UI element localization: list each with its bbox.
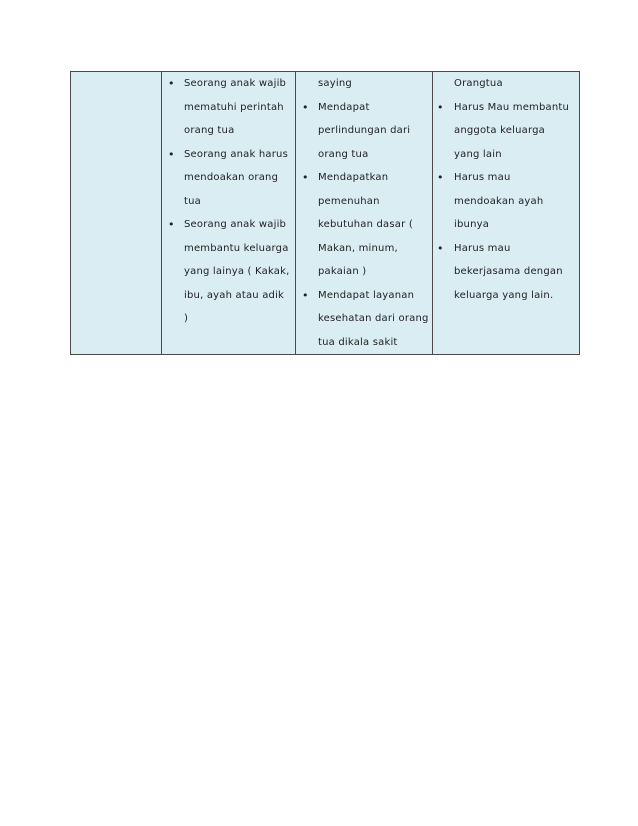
table-cell-rights bbox=[296, 72, 433, 355]
list-item-text: anggota keluarga bbox=[454, 125, 545, 136]
list-item bbox=[162, 190, 295, 214]
list-item-text: yang lain bbox=[454, 148, 502, 160]
list-item bbox=[433, 237, 579, 261]
list-item bbox=[296, 166, 432, 190]
cell-lines bbox=[296, 72, 432, 354]
list-item bbox=[433, 260, 579, 284]
list-item bbox=[296, 260, 432, 284]
list-item bbox=[296, 72, 432, 96]
bullet-icon: • bbox=[437, 100, 444, 114]
bullet-icon: • bbox=[437, 241, 444, 255]
list-item bbox=[162, 119, 295, 143]
list-item bbox=[162, 72, 295, 96]
list-item-text: Mendapat layanan bbox=[318, 289, 415, 301]
list-item bbox=[296, 237, 432, 261]
table-cell-empty bbox=[71, 72, 162, 355]
list-item bbox=[296, 307, 432, 331]
bullet-icon: • bbox=[437, 171, 444, 184]
list-item-text: mendoakan orang bbox=[184, 172, 279, 183]
bullet-icon: • bbox=[302, 100, 309, 114]
list-item bbox=[296, 119, 432, 143]
list-item bbox=[296, 284, 432, 308]
list-item-text: Seorang anak wajib bbox=[184, 219, 287, 230]
list-item-text: Harus mau bbox=[454, 242, 511, 254]
list-item bbox=[433, 213, 579, 237]
list-item bbox=[162, 213, 295, 237]
cell-lines bbox=[162, 72, 295, 331]
list-item-text: tua bbox=[184, 195, 201, 207]
list-item bbox=[433, 284, 579, 308]
list-item bbox=[162, 284, 295, 308]
list-item-text: ibu, ayah atau adik bbox=[184, 289, 285, 301]
list-item-text: kebutuhan dasar ( bbox=[318, 219, 413, 230]
list-item bbox=[433, 143, 579, 167]
list-item bbox=[296, 213, 432, 237]
list-item bbox=[162, 260, 295, 284]
list-item-text: kesehatan dari orang bbox=[318, 313, 429, 324]
list-item bbox=[296, 190, 432, 214]
bullet-icon: • bbox=[302, 288, 309, 302]
table-row bbox=[71, 72, 580, 355]
list-item bbox=[162, 166, 295, 190]
list-item-text: Mendapatkan bbox=[318, 172, 389, 183]
list-item bbox=[433, 119, 579, 143]
list-item-text: yang lainya ( Kakak, bbox=[184, 266, 290, 277]
list-item bbox=[296, 331, 432, 355]
list-item bbox=[162, 307, 295, 331]
list-item-text: tua dikala sakit bbox=[318, 336, 398, 348]
list-item bbox=[296, 143, 432, 167]
list-item-text: bekerjasama dengan bbox=[454, 266, 563, 277]
list-item-text: keluarga yang lain. bbox=[454, 289, 554, 301]
list-item bbox=[433, 72, 579, 96]
list-item bbox=[433, 96, 579, 120]
list-item-text: Harus Mau membantu bbox=[454, 101, 570, 113]
list-item-text: Harus mau bbox=[454, 172, 511, 183]
list-item-text: saying bbox=[318, 78, 352, 89]
list-item-text: Seorang anak harus bbox=[184, 148, 289, 160]
list-item-text: orang tua bbox=[184, 125, 235, 136]
list-item-text: mematuhi perintah bbox=[184, 101, 284, 113]
list-item-text: Seorang anak wajib bbox=[184, 78, 287, 89]
list-item-text: pemenuhan bbox=[318, 195, 380, 207]
bullet-icon: • bbox=[302, 171, 309, 184]
list-item-text: pakaian ) bbox=[318, 266, 367, 277]
list-item bbox=[162, 237, 295, 261]
list-item bbox=[162, 96, 295, 120]
bullet-icon: • bbox=[168, 147, 175, 161]
list-item bbox=[433, 190, 579, 214]
table-cell-obligations bbox=[162, 72, 296, 355]
list-item-text: Mendapat bbox=[318, 101, 370, 113]
list-item-text: Makan, minum, bbox=[318, 242, 398, 254]
list-item-text: Orangtua bbox=[454, 78, 503, 89]
list-item-text: mendoakan ayah bbox=[454, 195, 544, 207]
content-table bbox=[70, 71, 580, 355]
cell-lines bbox=[433, 72, 579, 307]
list-item bbox=[296, 96, 432, 120]
list-item-text: orang tua bbox=[318, 148, 369, 160]
list-item-text: membantu keluarga bbox=[184, 242, 289, 254]
list-item-text: ) bbox=[184, 313, 189, 324]
bullet-icon: • bbox=[168, 218, 175, 231]
list-item-text: perlindungan dari bbox=[318, 125, 411, 136]
list-item bbox=[433, 166, 579, 190]
bullet-icon: • bbox=[168, 77, 175, 90]
list-item-text: ibunya bbox=[454, 219, 490, 230]
table-cell-parent-duties bbox=[433, 72, 580, 355]
list-item bbox=[162, 143, 295, 167]
